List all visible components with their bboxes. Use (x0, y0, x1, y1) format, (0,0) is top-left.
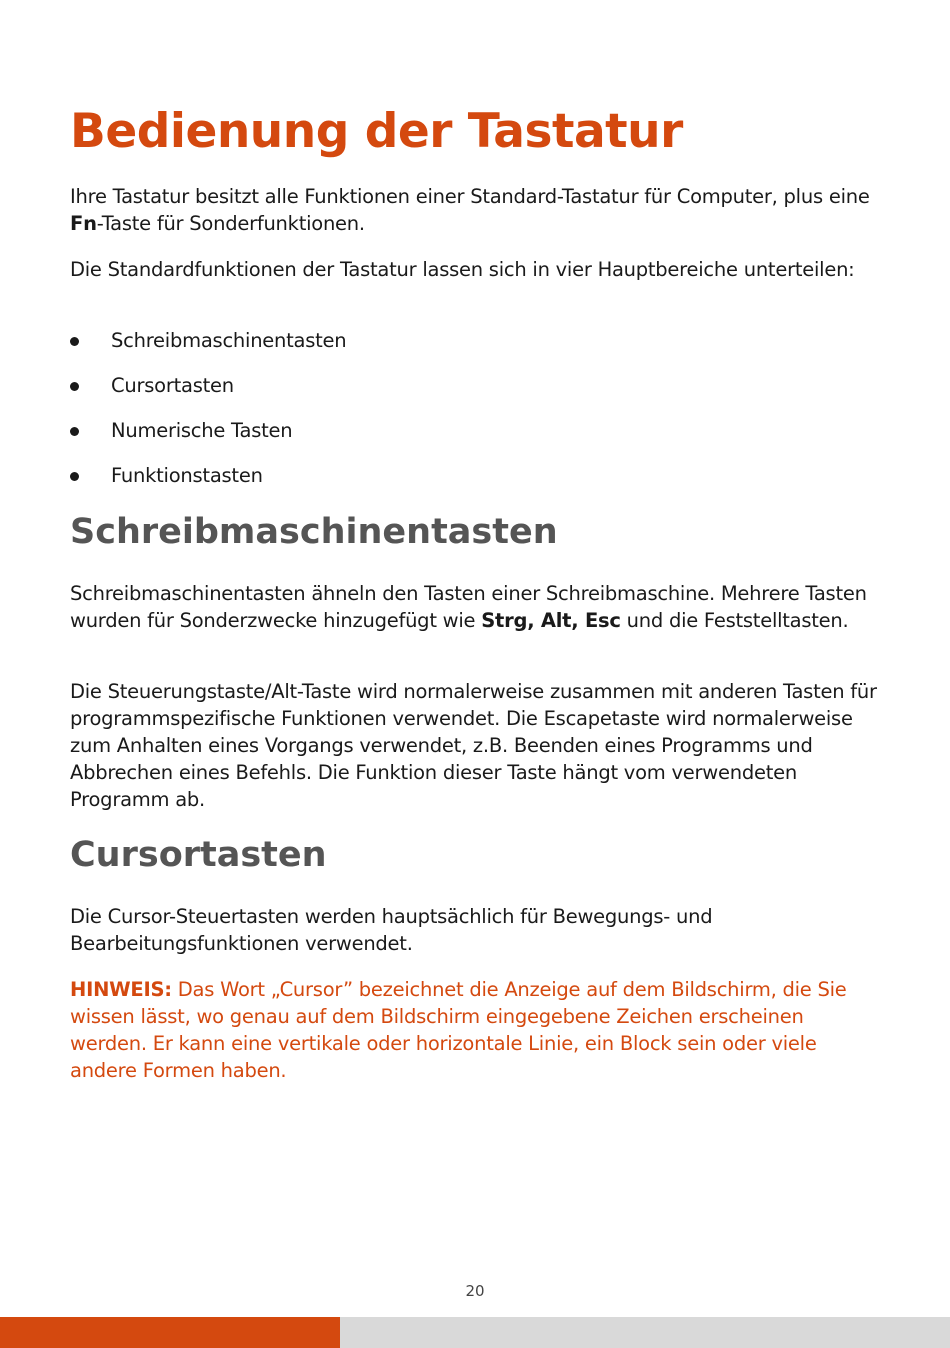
bullet-icon (70, 337, 79, 346)
key-separator: , (527, 609, 541, 632)
esc-key-label: Esc (584, 609, 621, 632)
intro-paragraph-1 (70, 183, 878, 237)
intro-paragraph-2: Die Standardfunktionen der Tastatur lassen sich in vier Hauptbereiche unterteilen: (70, 258, 855, 281)
key-separator: , (571, 609, 585, 632)
list-item (70, 327, 346, 372)
list-item-label: Numerische Tasten (111, 419, 293, 442)
note-label: HINWEIS: (70, 978, 172, 1001)
section-heading-typewriter-keys: Schreibmaschinentasten (70, 512, 558, 552)
list-item (70, 417, 346, 462)
footer-gray-bar (340, 1317, 950, 1348)
list-item (70, 462, 346, 507)
bullet-icon (70, 472, 79, 481)
list-item-label: Funktionstasten (111, 464, 263, 487)
typewriter-paragraph-1 (70, 580, 878, 634)
bullet-icon (70, 382, 79, 391)
bullet-icon (70, 427, 79, 436)
intro-text-a: Ihre Tastatur besitzt alle Funktionen einer Standard-Tastatur für Computer, plus eine (70, 185, 870, 208)
intro-text-b: -Taste für Sonderfunktionen. (96, 212, 365, 235)
cursor-paragraph-1: Die Cursor-Steuertasten werden hauptsächlich für Bewegungs- und Bearbeitungsfunktionen verwendet. (70, 905, 713, 955)
footer-accent-bar (0, 1317, 340, 1348)
fn-key-label: Fn (70, 212, 97, 235)
list-item-label: Cursortasten (111, 374, 234, 397)
typewriter-text-b: und die Feststelltasten. (620, 609, 849, 632)
alt-key-label: Alt (540, 609, 572, 632)
note-box (70, 976, 878, 1084)
list-item (70, 372, 346, 417)
note-text: Das Wort „Cursor” bezeichnet die Anzeige auf dem Bildschirm, die Sie wissen lässt, wo genau auf dem Bildschirm eingegebene Zeichen erscheinen werden. Er kann eine vertikale oder horizontale Linie, ein Block sein oder viele andere Formen haben. (70, 978, 847, 1082)
page-title: Bedienung der Tastatur (70, 104, 683, 159)
typewriter-paragraph-2: Die Steuerungstaste/Alt-Taste wird normalerweise zusammen mit anderen Tasten für programmspezifische Funktionen verwendet. Die Escapetaste wird normalerweise zum Anhalten eines Vorgangs verwendet, z.B. Beenden eines Programms und Abbrechen eines Befehls. Die Funktion dieser Taste hängt vom verwendeten Programm ab. (70, 680, 877, 811)
strg-key-label: Strg (481, 609, 528, 632)
page-number: 20 (465, 1282, 485, 1300)
typewriter-text-a: Schreibmaschinentasten ähneln den Tasten einer Schreibmaschine. Mehrere Tasten wurden für Sonderzwecke hinzugefügt wie (70, 582, 867, 632)
list-item-label: Schreibmaschinentasten (111, 329, 347, 352)
section-heading-cursor-keys: Cursortasten (70, 835, 327, 875)
key-category-list (70, 327, 346, 507)
